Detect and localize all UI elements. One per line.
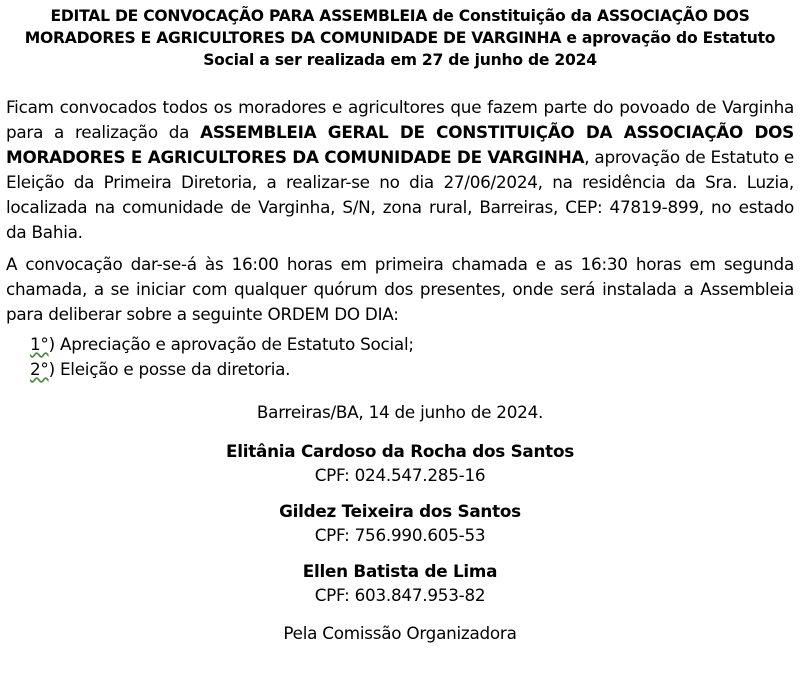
title-part-bold-3: aprovação do Estatuto Social a ser realizada em 27 de junho de 2024 (203, 29, 776, 69)
convocation-paragraph (6, 95, 794, 245)
agenda-list (6, 332, 794, 382)
title-part-bold-2: Constituição da ASSOCIAÇÃO DOS MORADORES E AGRICULTORES DA COMUNIDADE DE VARGINHA (24, 7, 750, 47)
signatory-name: Elitânia Cardoso da Rocha dos Santos (226, 441, 574, 461)
agenda-text: ) Apreciação e aprovação de Estatuto Social; (48, 334, 414, 354)
paragraph1-text-2: , aprovação de Estatuto e Eleição da Primeira Diretoria, a realizar-se no dia 27/06/2024, na residência da Sra. Luzia, localizada na comunidade de Varginha, S/N, zona rural, Barreiras, CEP: 47819-899, no estado da Bahia. (6, 147, 794, 242)
signature-block (6, 499, 794, 547)
paragraph1-bold: ASSEMBLEIA GERAL DE CONSTITUIÇÃO DA ASSOCIAÇÃO DOS MORADORES E AGRICULTORES DA COMUNIDADE DE VARGINHA (6, 122, 794, 167)
schedule-paragraph: A convocação dar-se-á às 16:00 horas em primeira chamada e as 16:30 horas em segunda chamada, a se iniciar com qualquer quórum dos presentes, onde será instalada a Assembleia para deliberar sobre a seguinte ORDEM DO DIA: (6, 254, 794, 324)
agenda-item (30, 357, 794, 382)
agenda-ordinal: 1° (30, 334, 49, 354)
signatory-cpf: CPF: 756.990.605-53 (314, 525, 486, 545)
agenda-item (30, 332, 794, 357)
signatory-name: Ellen Batista de Lima (302, 561, 498, 581)
title-part-bold-1: EDITAL DE CONVOCAÇÃO PARA ASSEMBLEIA (50, 7, 428, 25)
paragraph1-text-1: Ficam convocados todos os moradores e agricultores que fazem parte do povoado de Varginha para a realização da (6, 97, 794, 142)
title-part-regular-1: de (427, 7, 459, 25)
title-part-regular-2: e (561, 29, 582, 47)
agenda-ordinal: 2° (30, 359, 49, 379)
signature-block (6, 559, 794, 607)
signatory-name: Gildez Teixeira dos Santos (279, 501, 521, 521)
signature-block (6, 439, 794, 487)
agenda-text: ) Eleição e posse da diretoria. (48, 359, 291, 379)
place-date: Barreiras/BA, 14 de junho de 2024. (256, 402, 544, 422)
signatory-cpf: CPF: 603.847.953-82 (314, 585, 486, 605)
organizing-committee: Pela Comissão Organizadora (283, 623, 517, 643)
signatory-cpf: CPF: 024.547.285-16 (314, 465, 486, 485)
notice-title (6, 0, 794, 71)
